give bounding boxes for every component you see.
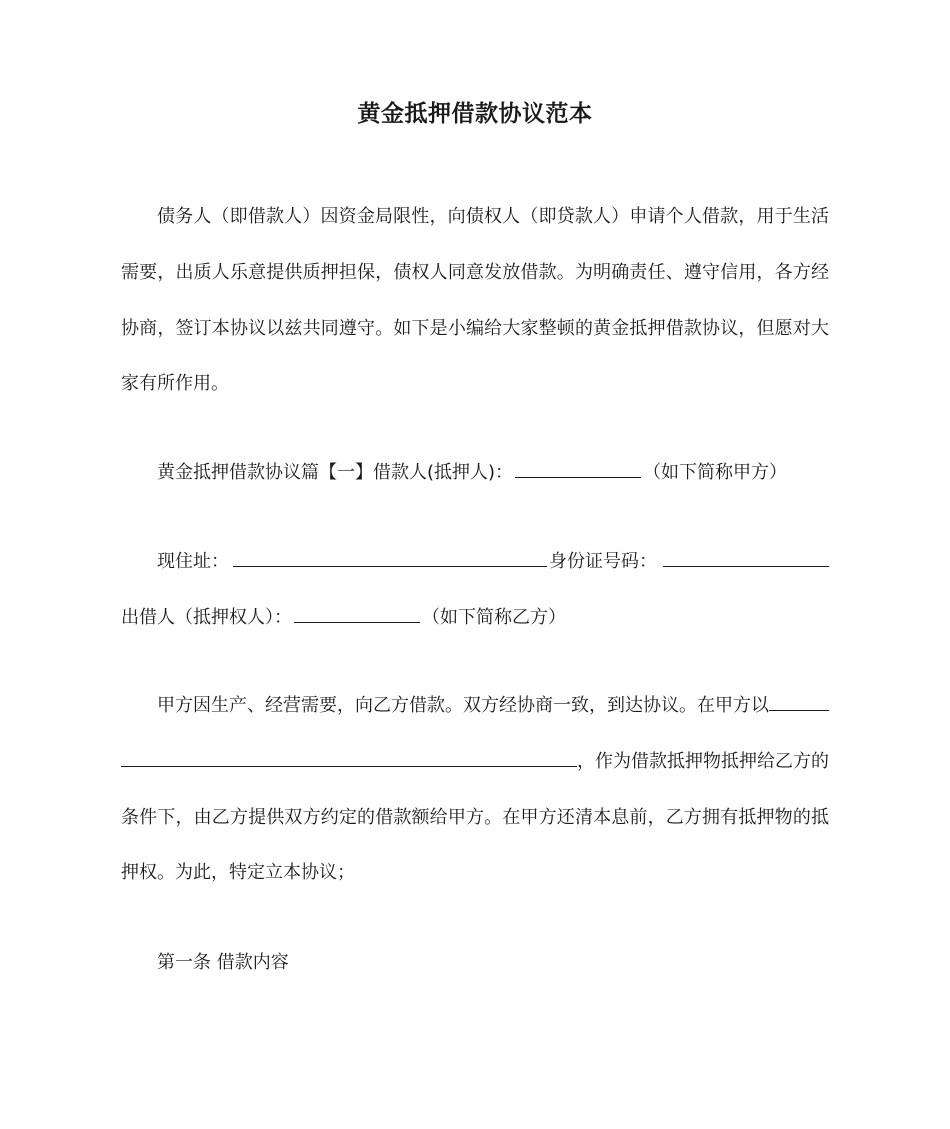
borrower-blank[interactable]	[515, 459, 641, 478]
para2-text-1: 甲方因生产、经营需要，向乙方借款。双方经协商一致，到达协议。在甲方以	[157, 695, 769, 716]
borrower-suffix: （如下简称甲方）	[643, 462, 788, 483]
address-id-line	[157, 548, 829, 576]
para2-line-1	[157, 692, 829, 720]
address-blank[interactable]	[233, 548, 547, 567]
para2-text-2: ，作为借款抵押物抵押给乙方的	[577, 751, 829, 772]
intro-line-1: 债务人（即借款人）因资金局限性，向债权人（即贷款人）申请个人借款，用于生活	[157, 206, 829, 227]
borrower-line	[157, 459, 829, 487]
para2-line-2	[121, 748, 829, 776]
borrower-label: 黄金抵押借款协议篇【一】借款人(抵押人)：	[157, 462, 514, 483]
intro-line-2: 需要，出质人乐意提供质押担保，债权人同意发放借款。为明确责任、遵守信用，各方经	[121, 262, 829, 283]
intro-line-4: 家有所作用。	[121, 373, 229, 394]
article-1-heading: 第一条 借款内容	[157, 952, 289, 973]
address-label: 现住址：	[157, 551, 229, 572]
para2-line-4: 押权。为此，特定立本协议；	[121, 862, 355, 883]
collateral-blank-1[interactable]	[769, 692, 829, 711]
para2-line-3: 条件下，由乙方提供双方约定的借款额给甲方。在甲方还清本息前，乙方拥有抵押物的抵	[121, 807, 829, 828]
lender-blank[interactable]	[294, 604, 420, 623]
intro-line-3: 协商，签订本协议以兹共同遵守。如下是小编给大家整顿的黄金抵押借款协议，但愿对大	[121, 318, 829, 339]
collateral-blank-2[interactable]	[121, 748, 577, 767]
lender-suffix: （如下简称乙方）	[422, 607, 566, 628]
id-label: 身份证号码：	[549, 551, 657, 572]
lender-line	[121, 604, 829, 632]
page-title: 黄金抵押借款协议范本	[357, 101, 593, 127]
lender-label: 出借人（抵押权人）：	[121, 607, 292, 628]
id-number-blank[interactable]	[663, 548, 829, 567]
